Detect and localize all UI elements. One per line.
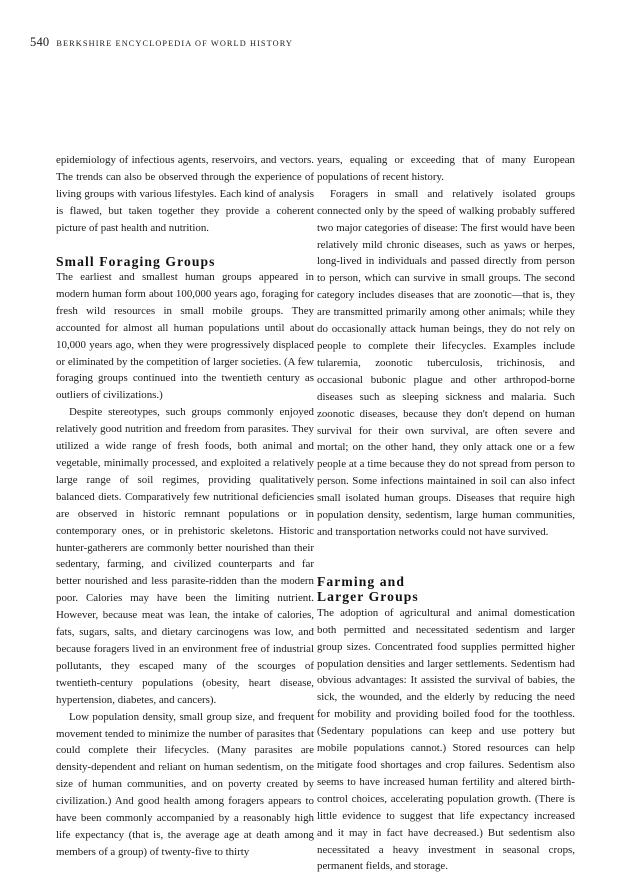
section-heading-farming-and-larger-groups (317, 574, 575, 605)
right-column (317, 152, 575, 875)
heading-line: Larger Groups (317, 589, 419, 605)
page-number: 540 (30, 35, 50, 49)
body-paragraph: Foragers in small and relatively isolated groups connected only by the speed of walking probably suffered two major categories of disease: The first would have been relatively mild chronic diseases, such as yaws or herpes, long-lived in individuals and passed directly from person to person, which can survive in small groups. The second category includes diseases that are zoonotic—that is, they are transmitted primarily among other animals; while they do occasionally attack human beings, they do not rely on people to complete their lifecycles. Examples include tularemia, zoonotic tuberculosis, trichinosis, and occasional bubonic plague and other arthropod-borne diseases such as sleeping sickness and malaria. Such zoonotic diseases, because they don't depend on human survival for their own survival, are often severe and mortal; on the other hand, they only attack one or a few people at a time because they do not spread from person to person. Some infections maintained in soil can also infect small isolated human groups. Diseases that require high population density, sedentism, large human communities, and transportation networks could not have survived. (317, 187, 575, 538)
body-paragraph: Despite stereotypes, such groups commonly enjoyed relatively good nutrition and freedom from parasites. They utilized a wide range of fresh foods, both animal and vegetable, minimally processed, and exploited a relatively large range of soil regimes, providing qualitatively balanced diets. Comparatively few nutritional deficiencies are observed in historic remnant populations or in contemporary ones, or in prehistoric skeletons. Historic hunter-gatherers are commonly better nourished than their sedentary, farming, and civilized counterparts and far better nourished and less parasite-ridden than the modern poor. Calories may have been the limiting nutrient. However, because meat was lean, the intake of calories, fats, sugars, salts, and dietary carcinogens was low, and because foragers lived in an environment free of industrial pollutants, they escaped many of the scourges of twentieth-century populations (obesity, heart disease, hypertension, diabetes, and cancers). (56, 406, 314, 706)
intro-paragraph: epidemiology of infectious agents, reservoirs, and vectors. The trends can also be observed through the experience of living groups with various lifestyles. Each kind of analysis is flawed, but taken together they provide a coherent picture of past health and nutrition. (56, 154, 314, 234)
body-paragraph: Low population density, small group size, and frequent movement tended to minimize the number of parasites that could complete their lifecycles. (Many parasites are density-dependent and reliant on human sedentism, on the size of human communities, and on poverty created by civilization.) And good health among foragers appears to have been commonly accompanied by a reasonably high life expectancy (that is, the average age at death among members of a group) of twenty-five to thirty (56, 710, 314, 858)
running-head (30, 35, 293, 49)
running-head-title: BERKSHIRE ENCYCLOPEDIA OF WORLD HISTORY (56, 39, 294, 48)
body-paragraph: The adoption of agricultural and animal domestication both permitted and necessitated sedentism and larger group sizes. Concentrated food supplies permitted higher population densities and larger settlements. Sedentism had obvious advantages: It assisted the survival of babies, the sick, the wounded, and the elderly by reducing the need for mobility and providing boiled food for the toothless. (Sedentary populations can keep and use pottery but mobile populations cannot.) Stored resources can help mitigate food shortages and crop failures. Sedentism also seems to have increased human fertility and altered birth-control choices, accelerating population growth. (There is little evidence to suggest that life expectancy increased and it may in fact have decreased.) But sedentism also necessitated a heavy investment in seasonal crops, permanent fields, and storage. (317, 606, 575, 873)
heading-line: Farming and (317, 573, 406, 589)
section-heading-small-foraging-groups: Small Foraging Groups (56, 253, 216, 269)
body-paragraph: The earliest and smallest human groups appeared in modern human form about 100,000 years ago, foraging for fresh wild resources in small mobile groups. They accounted for almost all human populations until about 10,000 years ago, when they were progressively displaced or eliminated by the competition of larger societies. (A few foraging groups continued into the twentieth century as outliers of civilizations.) (56, 271, 314, 402)
continuation-paragraph: years, equaling or exceeding that of many European populations of recent history. (317, 154, 575, 183)
left-column (56, 152, 314, 861)
